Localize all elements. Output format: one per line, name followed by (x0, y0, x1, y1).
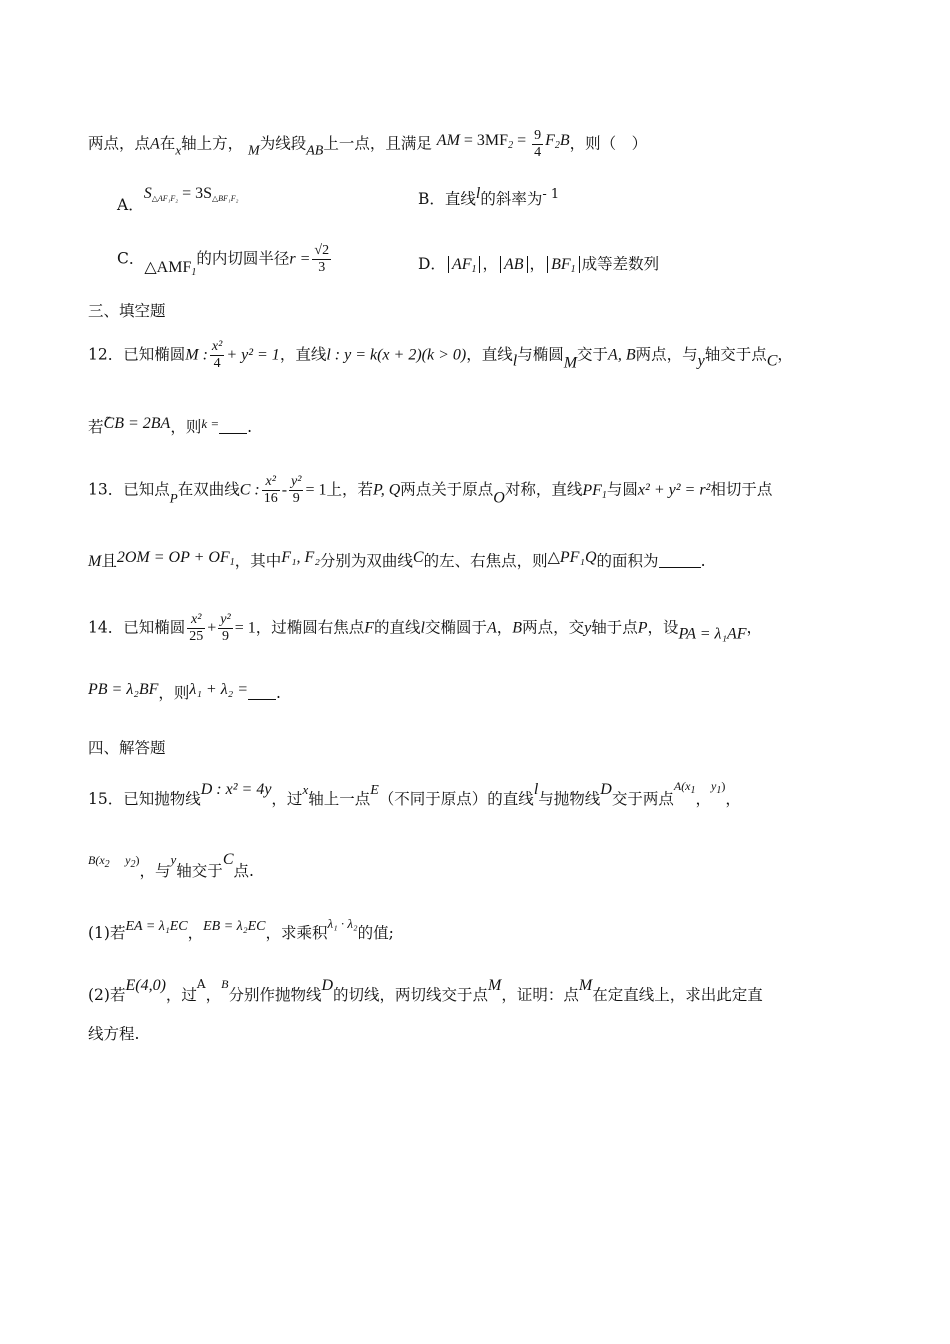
q11-text: 轴上方， (181, 134, 244, 153)
option-b (418, 185, 559, 209)
radius-r: r = (289, 250, 311, 268)
vector-equation: ꞈꞈ CB = 2BA (104, 412, 171, 436)
q11-text: 两点，点 (88, 134, 151, 153)
question-15-line1: 15．已知抛物线D : x² = 4y，过$^x$轴上一点E（不同于原点）的直线l与抛物线D交于两点$^{A(x_1}$，$^{y_1)}$， (88, 779, 741, 808)
option-d: D． $AF_1$ ， AB ， $BF_1$ 成等差数列 (418, 255, 660, 275)
q11-stem-line: 两点，点A在$_x$轴上方， M为线段AB上一点，且满足 AM = $3MF_2$ = $\frac{9}{4}$ $F_2B$，则（ ） (88, 128, 648, 160)
question-13-line1: 13．已知点$_P$在双曲线C : $\frac{\text{x²}}{16}$ - $\frac{\text{y²}}{9}$ = 1上，若P, Q两点关于原点O对称，直线$PF_1$与圆x² + y² = r²相切于点 (88, 474, 773, 507)
question-12-line2: 若ꞈꞈ CB = 2BA，则$^{k =}$ . (88, 412, 890, 439)
answer-blank (248, 685, 276, 700)
option-c-text: 的内切圆半径 (196, 249, 290, 268)
question-15-part2: (2)若E(4,0)，过$^A$，$^B$分别作抛物线D的切线，两切线交于点M，证明：点M在定直线上，求出此定直 (88, 977, 763, 1004)
q11-text: 为线段 (259, 134, 307, 153)
option-c: C．$\triangle AMF_1$的内切圆半径r = $\frac{√2}{3}$ (117, 243, 330, 278)
option-b-label: B．直线 (418, 190, 476, 208)
answer-blank (219, 419, 247, 434)
segment-ab: AB (306, 143, 324, 159)
question-15-part1: (1)若EA = λ₁EC，EB = λ₂EC，求乘积$^{\lambda_1 \cdot \lambda_2}$的值; (88, 916, 394, 942)
point-a: A (150, 135, 160, 153)
question-14-line2: PB = λ₂BF，则λ₁ + λ₂ = . (88, 681, 281, 702)
option-c-label: C． (117, 249, 145, 268)
option-a-math: $S_{\triangle AF_1F_2} = 3S_{\triangle BF_1F_2}$ (143, 185, 239, 203)
answer-blank (659, 553, 701, 568)
point-m: M (248, 143, 260, 159)
q11-text: 在 (159, 134, 176, 153)
option-b-text: 的斜率为 (480, 190, 543, 208)
question-15-part2-cont: 线方程. (88, 1025, 140, 1043)
question-12-line1: 12．已知椭圆M : $\frac{\text{x²}}{4}$ + y² = 1，直线l : y = k(x + 2)(k > 0)，直线l与椭圆M交于A, B两点，与y轴交于点C， (88, 339, 793, 372)
q11-text: 上一点，且满足 (323, 134, 432, 153)
line-l: l (475, 185, 481, 202)
option-a-label: A． (117, 196, 144, 214)
fraction-sqrt2-3: $\frac{√2}{3}$ (314, 243, 330, 275)
q11-text: ，则（ ） (569, 134, 648, 153)
question-13-line2: M且2OM = OP + $OF_1$，其中F₁, F₂分别为双曲线C的左、右焦点，则△PF₁Q的面积为 . (88, 549, 706, 570)
q11-condition: AM = $3MF_2$ = (436, 131, 531, 151)
question-14-line1: 14．已知椭圆 $\frac{\text{x²}}{25}$ + $\frac{\text{y²}}{9}$ = 1，过椭圆右焦点F的直线l交椭圆于A，B两点，交y轴于点P，设PA = λ₁AF， (88, 612, 763, 644)
section-heading-solutions: 四、解答题 (88, 739, 166, 757)
option-d-label: D． (418, 255, 446, 273)
section-heading-fill-blank: 三、填空题 (88, 302, 166, 320)
option-a (117, 185, 238, 215)
slope-value: - 1 (542, 187, 560, 202)
question-15-line2: $^{B(x_2}$ $^{y_2)}$，与$^y$轴交于C点. (88, 851, 254, 880)
option-d-text: 成等差数列 (581, 255, 660, 273)
x-axis-symbol: x (175, 142, 182, 158)
fraction-9-4: $\frac{9}{4}$ (534, 128, 542, 160)
